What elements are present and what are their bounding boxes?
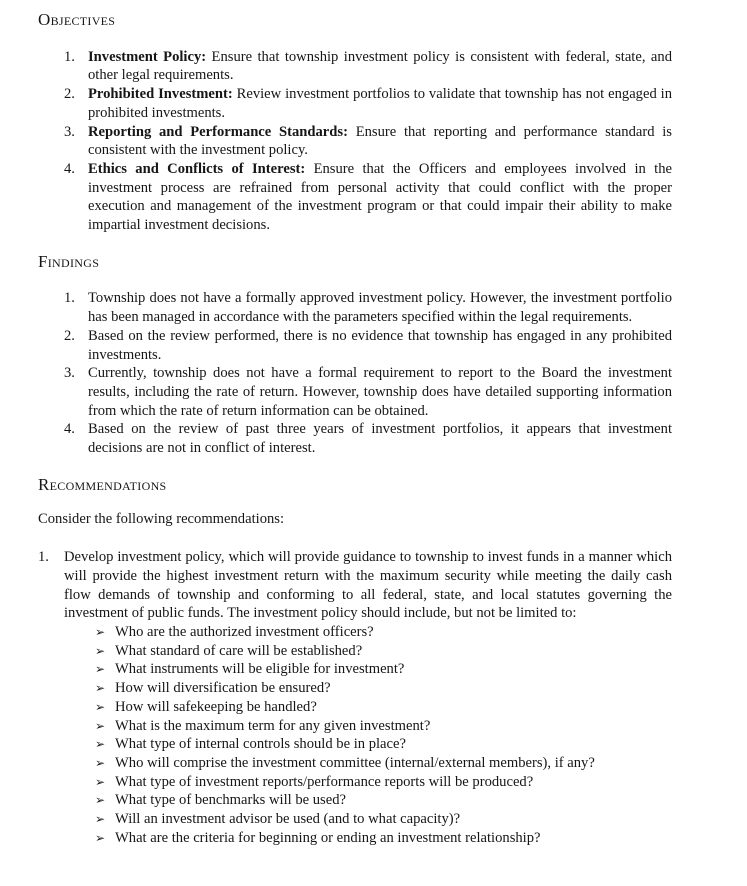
objectives-item xyxy=(38,48,672,85)
arrow-bullet-icon: ➢ xyxy=(95,774,106,789)
item-number: 2. xyxy=(64,327,75,344)
item-label: Ethics and Conflicts of Interest: xyxy=(88,160,306,177)
policy-question xyxy=(64,717,672,736)
arrow-bullet-icon: ➢ xyxy=(95,718,106,733)
policy-question xyxy=(64,642,672,661)
findings-item xyxy=(38,327,672,364)
arrow-bullet-icon: ➢ xyxy=(95,624,106,639)
item-label: Reporting and Performance Standards: xyxy=(88,123,348,140)
item-number: 4. xyxy=(64,160,75,177)
section-heading-objectives: Objectives xyxy=(38,10,116,29)
arrow-bullet-icon: ➢ xyxy=(95,793,106,808)
arrow-bullet-icon: ➢ xyxy=(95,830,106,845)
item-text: Develop investment policy, which will provide guidance to township to invest funds in a manner which will provide the highest investment return with the maximum security while meeting the daily cash flow demands of township and conforming to all federal, state, and local statutes governing the investment of public funds. The investment policy should include, but not be limited to: xyxy=(64,549,672,622)
findings-item xyxy=(38,289,672,326)
question-text: Who will comprise the investment committee (internal/external members), if any? xyxy=(115,754,595,771)
findings-list xyxy=(38,289,672,457)
recommendations-item xyxy=(38,548,672,847)
item-text: Based on the review performed, there is no evidence that township has engaged in any prohibited investments. xyxy=(88,327,672,363)
policy-question-list xyxy=(64,623,672,847)
section-heading-recommendations: Recommendations xyxy=(38,474,167,494)
objectives-item xyxy=(38,123,672,160)
recommendations-list xyxy=(38,548,672,847)
arrow-bullet-icon: ➢ xyxy=(95,662,106,677)
arrow-bullet-icon: ➢ xyxy=(95,737,106,752)
item-number: 3. xyxy=(64,365,75,382)
question-text: How will diversification be ensured? xyxy=(115,680,331,697)
policy-question xyxy=(64,791,672,810)
recommendations-intro: Consider the following recommendations: xyxy=(38,511,285,528)
item-text: Ensure that the Officers and employees involved in the investment process are refrained from personal activity that could conflict with the proper execution and management of the investment program or that could impair their ability to make impartial investment decisions. xyxy=(88,160,672,234)
item-text: Ensure that reporting and performance standard is consistent with the investment policy. xyxy=(88,123,672,159)
policy-question xyxy=(64,660,672,679)
question-text: What are the criteria for beginning or ending an investment relationship? xyxy=(115,829,541,846)
question-text: Who are the authorized investment officers? xyxy=(115,623,374,640)
question-text: How will safekeeping be handled? xyxy=(115,698,317,715)
policy-question xyxy=(64,829,672,848)
item-text: Township does not have a formally approved investment policy. However, the investment portfolio has been managed in accordance with the parameters specified within the legal requirements. xyxy=(88,290,672,326)
policy-question xyxy=(64,773,672,792)
question-text: What standard of care will be established? xyxy=(115,642,363,659)
policy-question xyxy=(64,735,672,754)
policy-question xyxy=(64,698,672,717)
item-label: Prohibited Investment: xyxy=(88,86,233,103)
policy-question xyxy=(64,679,672,698)
item-text: Currently, township does not have a formal requirement to report to the Board the investment results, including the rate of return. However, township does have detailed supporting information from which the rate of return information can be obtained. xyxy=(88,365,672,419)
item-text: Based on the review of past three years of investment portfolios, it appears that investment decisions are not in conflict of interest. xyxy=(88,421,672,457)
section-heading-findings: Findings xyxy=(38,251,100,271)
report-body xyxy=(38,11,672,847)
question-text: What instruments will be eligible for investment? xyxy=(115,661,405,678)
item-number: 4. xyxy=(64,421,75,438)
objectives-item xyxy=(38,85,672,122)
findings-item xyxy=(38,364,672,420)
objectives-list xyxy=(38,48,672,235)
item-text: Ensure that township investment policy is consistent with federal, state, and other legal requirements. xyxy=(88,48,672,84)
policy-question xyxy=(64,810,672,829)
item-number: 1. xyxy=(64,290,75,307)
question-text: What type of benchmarks will be used? xyxy=(115,792,346,809)
question-text: What type of investment reports/performance reports will be produced? xyxy=(115,773,534,790)
item-number: 2. xyxy=(64,86,75,103)
policy-question xyxy=(64,623,672,642)
policy-question xyxy=(64,754,672,773)
arrow-bullet-icon: ➢ xyxy=(95,681,106,696)
arrow-bullet-icon: ➢ xyxy=(95,699,106,714)
objectives-item xyxy=(38,160,672,235)
arrow-bullet-icon: ➢ xyxy=(95,755,106,770)
item-label: Investment Policy: xyxy=(88,48,207,65)
question-text: Will an investment advisor be used (and to what capacity)? xyxy=(115,811,461,828)
arrow-bullet-icon: ➢ xyxy=(95,812,106,827)
findings-item xyxy=(38,420,672,457)
item-number: 1. xyxy=(38,549,49,566)
item-text: Review investment portfolios to validate that township has not engaged in prohibited investments. xyxy=(88,86,672,121)
item-number: 1. xyxy=(64,48,75,65)
question-text: What is the maximum term for any given investment? xyxy=(115,717,431,734)
item-number: 3. xyxy=(64,123,75,140)
question-text: What type of internal controls should be in place? xyxy=(115,736,406,753)
arrow-bullet-icon: ➢ xyxy=(95,643,106,658)
